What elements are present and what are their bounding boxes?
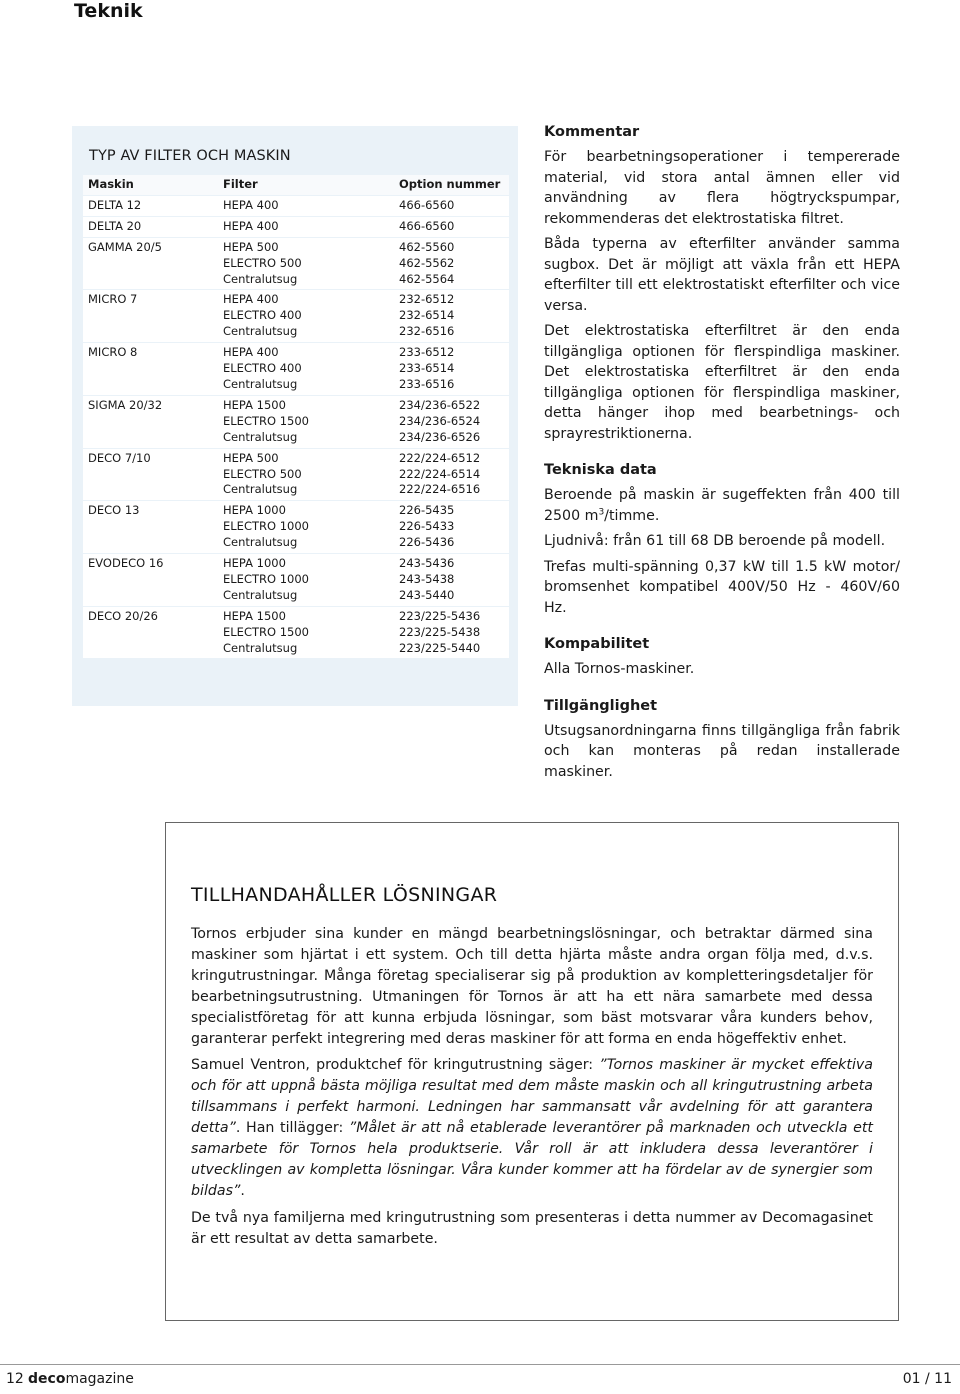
filter-type: ELECTRO 1500 bbox=[223, 624, 309, 639]
tekniska-paragraph: Trefas multi-spänning 0,37 kW till 1.5 kW motor/ bromsenhet kompatibel 400V/50 Hz - 460V/60 Hz. bbox=[544, 558, 900, 616]
magazine-name bbox=[28, 1371, 134, 1387]
table-body bbox=[83, 195, 509, 659]
filter-cell bbox=[223, 503, 399, 551]
option-cell bbox=[399, 240, 509, 288]
quote-end: . bbox=[240, 1182, 245, 1199]
filter-cell bbox=[223, 198, 399, 214]
filter-type: ELECTRO 1000 bbox=[223, 571, 309, 586]
option-number: 222/224-6516 bbox=[399, 482, 481, 497]
option-number: 223/225-5436 bbox=[399, 608, 481, 623]
filter-type: ELECTRO 400 bbox=[223, 361, 302, 376]
option-number: 233-6516 bbox=[399, 376, 455, 391]
filter-type: HEPA 400 bbox=[223, 197, 279, 212]
filter-cell bbox=[223, 398, 399, 446]
column-header-machine: Maskin bbox=[88, 177, 134, 191]
filter-type: HEPA 400 bbox=[223, 292, 279, 307]
solutions-quote-paragraph bbox=[191, 1055, 873, 1201]
tekniska-paragraph bbox=[544, 485, 900, 526]
filter-type: HEPA 1500 bbox=[223, 397, 286, 412]
option-number: 232-6512 bbox=[399, 292, 455, 307]
machine-cell: DELTA 20 bbox=[88, 218, 142, 233]
option-number: 223/225-5438 bbox=[399, 624, 481, 639]
option-number: 462-5562 bbox=[399, 255, 455, 270]
filter-cell bbox=[223, 556, 399, 604]
filter-type: Centralutsug bbox=[223, 482, 298, 497]
filter-type: Centralutsug bbox=[223, 324, 298, 339]
filter-cell bbox=[223, 609, 399, 657]
footer-divider bbox=[0, 1364, 960, 1365]
filter-type: Centralutsug bbox=[223, 587, 298, 602]
kompabilitet-paragraph: Alla Tornos-maskiner. bbox=[544, 661, 695, 677]
cubic-superscript: 3 bbox=[598, 506, 605, 517]
filter-type: Centralutsug bbox=[223, 271, 298, 286]
table-row bbox=[83, 195, 509, 216]
filter-type: Centralutsug bbox=[223, 535, 298, 550]
option-number: 222/224-6512 bbox=[399, 450, 481, 465]
filter-type: HEPA 500 bbox=[223, 239, 279, 254]
option-number: 234/236-6522 bbox=[399, 397, 481, 412]
solutions-title: TILLHANDAHÅLLER LÖSNINGAR bbox=[191, 884, 498, 906]
kommentar-section bbox=[544, 122, 900, 444]
suction-unit: /timme. bbox=[604, 507, 660, 524]
option-number: 466-6560 bbox=[399, 197, 455, 212]
machine-cell: DELTA 12 bbox=[88, 197, 142, 212]
option-number: 234/236-6526 bbox=[399, 429, 481, 444]
filter-type: ELECTRO 500 bbox=[223, 466, 302, 481]
option-number: 226-5433 bbox=[399, 519, 455, 534]
machine-cell: EVODECO 16 bbox=[88, 556, 164, 571]
filter-type: Centralutsug bbox=[223, 640, 298, 655]
filter-type: Centralutsug bbox=[223, 429, 298, 444]
filter-cell bbox=[223, 240, 399, 288]
machine-cell: DECO 20/26 bbox=[88, 608, 158, 623]
table-row bbox=[83, 289, 509, 342]
option-number: 462-5564 bbox=[399, 271, 455, 286]
option-cell bbox=[399, 609, 509, 657]
option-number: 232-6516 bbox=[399, 324, 455, 339]
option-cell bbox=[399, 398, 509, 446]
magazine-name-rest: magazine bbox=[65, 1371, 134, 1387]
filter-cell bbox=[223, 292, 399, 340]
machine-cell: MICRO 8 bbox=[88, 345, 138, 360]
option-cell bbox=[399, 345, 509, 393]
tekniska-section bbox=[544, 460, 900, 618]
table-row bbox=[83, 448, 509, 501]
magazine-name-bold: deco bbox=[28, 1371, 66, 1387]
filter-type: HEPA 400 bbox=[223, 218, 279, 233]
filter-type: HEPA 1000 bbox=[223, 503, 286, 518]
filter-table-title: TYP AV FILTER OCH MASKIN bbox=[89, 148, 291, 164]
machine-cell: MICRO 7 bbox=[88, 292, 138, 307]
option-number: 232-6514 bbox=[399, 308, 455, 323]
option-number: 223/225-5440 bbox=[399, 640, 481, 655]
tillganglighet-heading: Tillgänglighet bbox=[544, 697, 658, 714]
issue-number: 01 / 11 bbox=[902, 1371, 952, 1387]
section-title: Teknik bbox=[74, 0, 143, 22]
table-header-row bbox=[83, 174, 509, 195]
quote-lead: Samuel Ventron, produktchef för kringutrustning säger: bbox=[191, 1057, 600, 1074]
filter-type: Centralutsug bbox=[223, 376, 298, 391]
option-cell bbox=[399, 503, 509, 551]
page-number: 12 bbox=[6, 1371, 24, 1387]
kommentar-paragraph: Båda typerna av efterfilter använder samma sugbox. Det är möjligt att växla från ett HEPA efterfilter till ett elektrostatiskt efterfilter och vice versa. bbox=[544, 236, 900, 314]
kommentar-heading: Kommentar bbox=[544, 124, 640, 140]
table-row bbox=[83, 606, 509, 659]
kompabilitet-section bbox=[544, 634, 900, 680]
machine-cell: GAMMA 20/5 bbox=[88, 239, 162, 254]
option-number: 243-5438 bbox=[399, 571, 455, 586]
option-number: 233-6514 bbox=[399, 361, 455, 376]
option-number: 226-5435 bbox=[399, 503, 455, 518]
filter-type: HEPA 500 bbox=[223, 450, 279, 465]
tillganglighet-paragraph: Utsugsanordningarna finns tillgängliga från fabrik och kan monteras på redan installerade maskiner. bbox=[544, 722, 900, 780]
kommentar-paragraph: Det elektrostatiska efterfiltret är den enda tillgängliga optionen för flerspindliga maskiner. Det elektrostatiska efterfiltret är den enda tillgängliga optionen för flerspindliga maskiner, detta hänger ihop med bearbetnings- och sprayrestriktionerna. bbox=[544, 323, 900, 442]
table-row bbox=[83, 237, 509, 290]
right-column bbox=[544, 122, 900, 798]
solutions-paragraph: De två nya familjerna med kringutrustning som presenteras i detta nummer av Decomagasinet är ett resultat av detta samarbete. bbox=[191, 1209, 873, 1247]
kommentar-paragraph: För bearbetningsoperationer i tempererade material, vid stora antal ämnen eller vid användning av flera högtryckspumpar, rekommenderas det elektrostatiska filtret. bbox=[544, 149, 900, 227]
filter-type: ELECTRO 500 bbox=[223, 255, 302, 270]
solutions-paragraph: Tornos erbjuder sina kunder en mängd bearbetningslösningar, och betraktar därmed sina maskiner som hjärtat i ett system. Och till detta hjärta måste andra organ följa med, d.v.s. kringutrustningar. Många företag specialiserar sig på produktion av kompletteringsdetaljer för bearbetningsutrustning. Utmaningen för Tornos är att ha ett nära samarbete med dessa specialistföretag för att kunna erbjuda lösningar, som bäst motsvarar våra kunders behov, garanterar perfekt integrering med deras maskiner för att forma en enda högeffektiv enhet. bbox=[191, 926, 873, 1047]
machine-cell: DECO 7/10 bbox=[88, 450, 151, 465]
quote-text: ”Tornos maskiner är mycket effektiva och för att uppnå bästa möjliga resultat med dem måste maskin och all kringutrustning arbeta tillsammans i perfekt harmoni. Ledningen har sammansatt vår avdelning för att garantera detta” bbox=[191, 1057, 873, 1137]
table-row bbox=[83, 342, 509, 395]
tillganglighet-section bbox=[544, 696, 900, 783]
option-cell bbox=[399, 219, 509, 235]
option-cell bbox=[399, 198, 509, 214]
filter-table bbox=[83, 174, 509, 658]
table-row bbox=[83, 553, 509, 606]
kompabilitet-heading: Kompabilitet bbox=[544, 636, 650, 652]
table-row bbox=[83, 216, 509, 237]
column-header-option: Option nummer bbox=[399, 177, 501, 191]
option-number: 222/224-6514 bbox=[399, 466, 481, 481]
quote-mid: . Han tillägger: bbox=[235, 1120, 349, 1137]
option-cell bbox=[399, 292, 509, 340]
machine-cell: SIGMA 20/32 bbox=[88, 397, 163, 412]
filter-type: ELECTRO 1500 bbox=[223, 413, 309, 428]
machine-cell: DECO 13 bbox=[88, 503, 140, 518]
tekniska-heading: Tekniska data bbox=[544, 462, 657, 478]
filter-type: ELECTRO 400 bbox=[223, 308, 302, 323]
option-number: 234/236-6524 bbox=[399, 413, 481, 428]
filter-type: HEPA 1500 bbox=[223, 608, 286, 623]
option-cell bbox=[399, 451, 509, 499]
option-number: 233-6512 bbox=[399, 345, 455, 360]
option-number: 466-6560 bbox=[399, 218, 455, 233]
filter-cell bbox=[223, 219, 399, 235]
solutions-body bbox=[191, 924, 873, 1256]
option-cell bbox=[399, 556, 509, 604]
column-header-filter: Filter bbox=[223, 177, 258, 191]
tekniska-paragraph: Ljudnivå: från 61 till 68 DB beroende på modell. bbox=[544, 533, 886, 549]
table-row bbox=[83, 500, 509, 553]
suction-text: Beroende på maskin är sugeffekten från 400 till 2500 m bbox=[544, 487, 900, 524]
quote-text: ”Målet är att nå etablerade leverantörer på marknaden och utveckla ett samarbete för Tornos hela produktserie. Vår roll är att inkludera dessa leverantörer i utvecklingen av kompletta lösningar. Våra kunder kommer att ha fördelar av de synergier som bildas” bbox=[191, 1120, 873, 1199]
filter-cell bbox=[223, 451, 399, 499]
option-number: 243-5436 bbox=[399, 556, 455, 571]
filter-type: HEPA 1000 bbox=[223, 556, 286, 571]
option-number: 462-5560 bbox=[399, 239, 455, 254]
filter-type: ELECTRO 1000 bbox=[223, 519, 309, 534]
filter-cell bbox=[223, 345, 399, 393]
table-row bbox=[83, 395, 509, 448]
option-number: 226-5436 bbox=[399, 535, 455, 550]
filter-type: HEPA 400 bbox=[223, 345, 279, 360]
option-number: 243-5440 bbox=[399, 587, 455, 602]
